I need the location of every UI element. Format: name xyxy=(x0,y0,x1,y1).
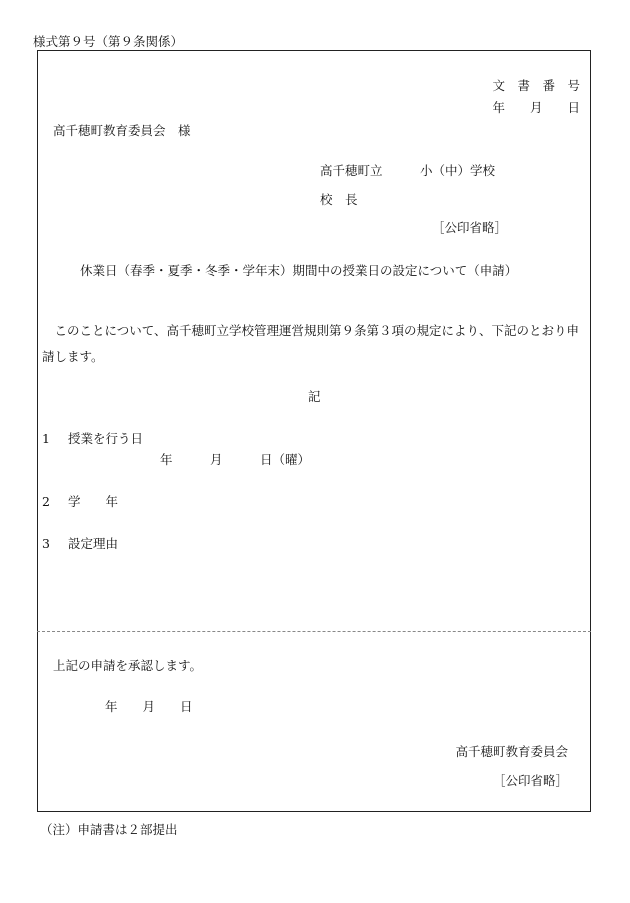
body-paragraph: このことについて、高千穂町立学校管理運営規則第９条第３項の規定により、下記のとおり申請します。 xyxy=(42,323,580,364)
addressee: 高千穂町教育委員会 様 xyxy=(53,123,191,138)
item-2-number: 2 xyxy=(42,494,50,509)
doc-number-label: 文 書 番 号 xyxy=(492,78,580,93)
approval-date: 年 月 日 xyxy=(105,699,193,714)
form-label: 様式第９号（第９条関係） xyxy=(33,34,184,49)
approval-text: 上記の申請を承認します。 xyxy=(53,658,203,673)
approval-org: 高千穂町教育委員会 xyxy=(455,744,568,759)
date-line: 年 月 日 xyxy=(492,100,580,115)
sender-principal: 校 長 xyxy=(320,192,358,207)
item-1-label: 授業を行う日 xyxy=(68,431,144,446)
item-2-label: 学 年 xyxy=(68,494,119,509)
approval-seal-omitted: ［公印省略］ xyxy=(492,773,568,788)
ki-heading: 記 xyxy=(308,389,321,404)
item-1-number: 1 xyxy=(42,431,50,446)
item-3-label: 設定理由 xyxy=(68,536,119,551)
body-indent xyxy=(42,323,55,338)
sender-seal-omitted: ［公印省略］ xyxy=(432,220,508,235)
submission-note: （注）申請書は２部提出 xyxy=(40,822,178,837)
body-text xyxy=(42,318,586,370)
document-title: 休業日（春季・夏季・冬季・学年末）期間中の授業日の設定について（申請） xyxy=(80,263,518,278)
item-1-date-field: 年 月 日（曜） xyxy=(160,452,311,467)
item-3-number: 3 xyxy=(42,536,50,551)
section-divider xyxy=(37,631,591,632)
sender-school: 高千穂町立 小（中）学校 xyxy=(320,163,496,178)
